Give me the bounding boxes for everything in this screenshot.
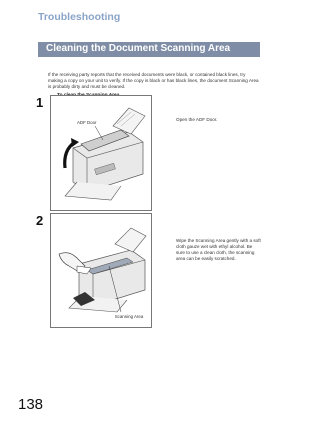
section-title: Troubleshooting <box>38 11 121 23</box>
step-1-illustration <box>50 95 152 211</box>
banner <box>38 42 260 57</box>
adf-door-callout: ADF Door <box>77 120 97 125</box>
step-1-text: Open the ADF Door. <box>176 117 218 122</box>
intro-paragraph: If the receiving party reports that the received documents were black, or contained black lines, try making a copy on your unit to verify. If the copy is black or has black lines, the document Scanning Area is probably dirty and must be cleaned. <box>48 72 259 90</box>
fax-adf-open-illustration <box>51 96 151 210</box>
fax-cleaning-illustration <box>51 214 151 327</box>
scanning-area-callout: Scanning Area <box>114 314 144 319</box>
banner-title: Cleaning the Document Scanning Area <box>46 43 231 54</box>
page-number: 138 <box>18 396 44 413</box>
step-2-number: 2 <box>36 213 44 228</box>
step-2-text: Wipe the Scanning Area gently with a soft cloth gauze wet with ethyl alcohol. Be sure to use a clean cloth, the scanning area can be easily scratched. <box>176 238 261 262</box>
step-1-number: 1 <box>36 95 44 110</box>
step-2-illustration <box>50 213 152 328</box>
